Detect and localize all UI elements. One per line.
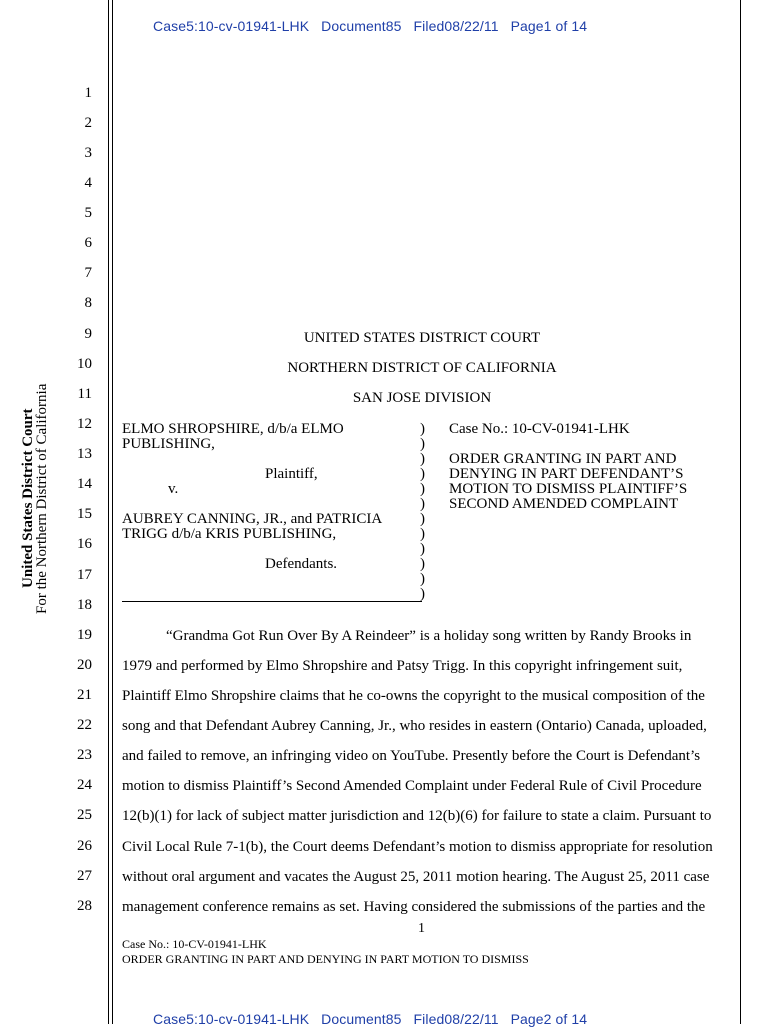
defendant-name-line2: TRIGG d/b/a KRIS PUBLISHING,: [122, 526, 337, 542]
line-number: 3: [84, 145, 92, 161]
caption-paren: ): [420, 466, 425, 482]
body-line: Civil Local Rule 7-1(b), the Court deems Defendant’s motion to dismiss appropriate for resolution: [122, 839, 713, 855]
sidebar-district: For the Northern District of California: [34, 383, 50, 614]
line-number: 27: [77, 868, 92, 884]
line-number: 6: [84, 235, 92, 251]
court-heading-line1: UNITED STATES DISTRICT COURT: [303, 330, 541, 346]
right-margin-rule: [740, 0, 741, 1024]
order-title-line3: MOTION TO DISMISS PLAINTIFF’S: [449, 481, 688, 497]
left-margin-rule-outer: [108, 0, 109, 1024]
sidebar-court: United States District Court: [20, 408, 36, 588]
line-number: 21: [77, 687, 92, 703]
line-number: 11: [77, 386, 92, 402]
case-number: Case No.: 10-CV-01941-LHK: [449, 421, 630, 437]
body-line: motion to dismiss Plaintiff’s Second Amended Complaint under Federal Rule of Civil Procedure: [122, 778, 702, 794]
line-number: 20: [77, 657, 92, 673]
order-title-line2: DENYING IN PART DEFENDANT’S: [449, 466, 684, 482]
body-line: 12(b)(1) for lack of subject matter jurisdiction and 12(b)(6) for failure to state a claim. Pursuant to: [122, 808, 712, 824]
plaintiff-name-line1: ELMO SHROPSHIRE, d/b/a ELMO: [122, 421, 344, 437]
body-line: and failed to remove, an infringing video on YouTube. Presently before the Court is Defendant’s: [122, 748, 701, 764]
line-number: 5: [84, 205, 92, 221]
plaintiff-name-line2: PUBLISHING,: [122, 436, 215, 452]
line-number: 14: [77, 476, 92, 492]
line-number: 28: [77, 898, 92, 914]
line-number: 22: [77, 717, 92, 733]
footer-case-number: Case No.: 10-CV-01941-LHK: [122, 937, 267, 951]
caption-paren: ): [420, 586, 425, 602]
order-title-line4: SECOND AMENDED COMPLAINT: [449, 496, 679, 512]
page-number: 1: [418, 921, 425, 936]
caption-paren: ): [420, 496, 425, 512]
versus: v.: [168, 481, 179, 497]
defendant-role: Defendants.: [265, 556, 338, 572]
line-number: 2: [84, 115, 92, 131]
line-number: 24: [77, 777, 92, 793]
ecf-header-top: Case5:10-cv-01941-LHK Document85 Filed08/22/11 Page1 of 14: [153, 18, 588, 34]
line-number: 15: [77, 506, 92, 522]
left-margin-rule-inner: [112, 0, 113, 1024]
line-number: 26: [77, 838, 92, 854]
court-heading-line2: NORTHERN DISTRICT OF CALIFORNIA: [287, 360, 557, 376]
caption-paren: ): [420, 526, 425, 542]
body-line: 1979 and performed by Elmo Shropshire and Patsy Trigg. In this copyright infringement suit,: [122, 658, 683, 674]
body-line: song and that Defendant Aubrey Canning, Jr., who resides in eastern (Ontario) Canada, uploaded,: [122, 718, 707, 734]
plaintiff-role: Plaintiff,: [265, 466, 318, 482]
line-number: 18: [77, 597, 92, 613]
caption-paren: ): [420, 451, 425, 467]
body-line: without oral argument and vacates the August 25, 2011 motion hearing. The August 25, 2011 case: [122, 869, 710, 885]
caption-underline: [122, 601, 422, 602]
caption-paren: ): [420, 556, 425, 572]
body-line: Plaintiff Elmo Shropshire claims that he co-owns the copyright to the musical composition of the: [122, 688, 705, 704]
caption-paren: ): [420, 511, 425, 527]
line-number: 10: [77, 356, 92, 372]
caption-paren: ): [420, 571, 425, 587]
caption-paren: ): [420, 541, 425, 557]
ecf-header-bottom: Case5:10-cv-01941-LHK Document85 Filed08/22/11 Page2 of 14: [153, 1011, 588, 1027]
line-number: 19: [77, 627, 92, 643]
caption-paren: ): [420, 481, 425, 497]
line-number: 13: [77, 446, 92, 462]
line-number: 25: [77, 807, 92, 823]
caption-paren: ): [420, 421, 425, 437]
body-line: management conference remains as set. Having considered the submissions of the parties and the: [122, 899, 706, 915]
defendant-name-line1: AUBREY CANNING, JR., and PATRICIA: [122, 511, 383, 527]
footer-title: ORDER GRANTING IN PART AND DENYING IN PART MOTION TO DISMISS: [122, 952, 529, 966]
line-number: 9: [84, 326, 92, 342]
line-number: 12: [77, 416, 92, 432]
line-number: 17: [77, 567, 92, 583]
line-number: 1: [84, 85, 92, 101]
body-line: “Grandma Got Run Over By A Reindeer” is a holiday song written by Randy Brooks in: [166, 628, 692, 644]
caption-paren: ): [420, 436, 425, 452]
order-title-line1: ORDER GRANTING IN PART AND: [449, 451, 677, 467]
line-number: 8: [84, 295, 92, 311]
court-heading-line3: SAN JOSE DIVISION: [352, 390, 492, 406]
line-number: 23: [77, 747, 92, 763]
line-number: 7: [84, 265, 92, 281]
line-number: 16: [77, 536, 92, 552]
line-number: 4: [84, 175, 92, 191]
